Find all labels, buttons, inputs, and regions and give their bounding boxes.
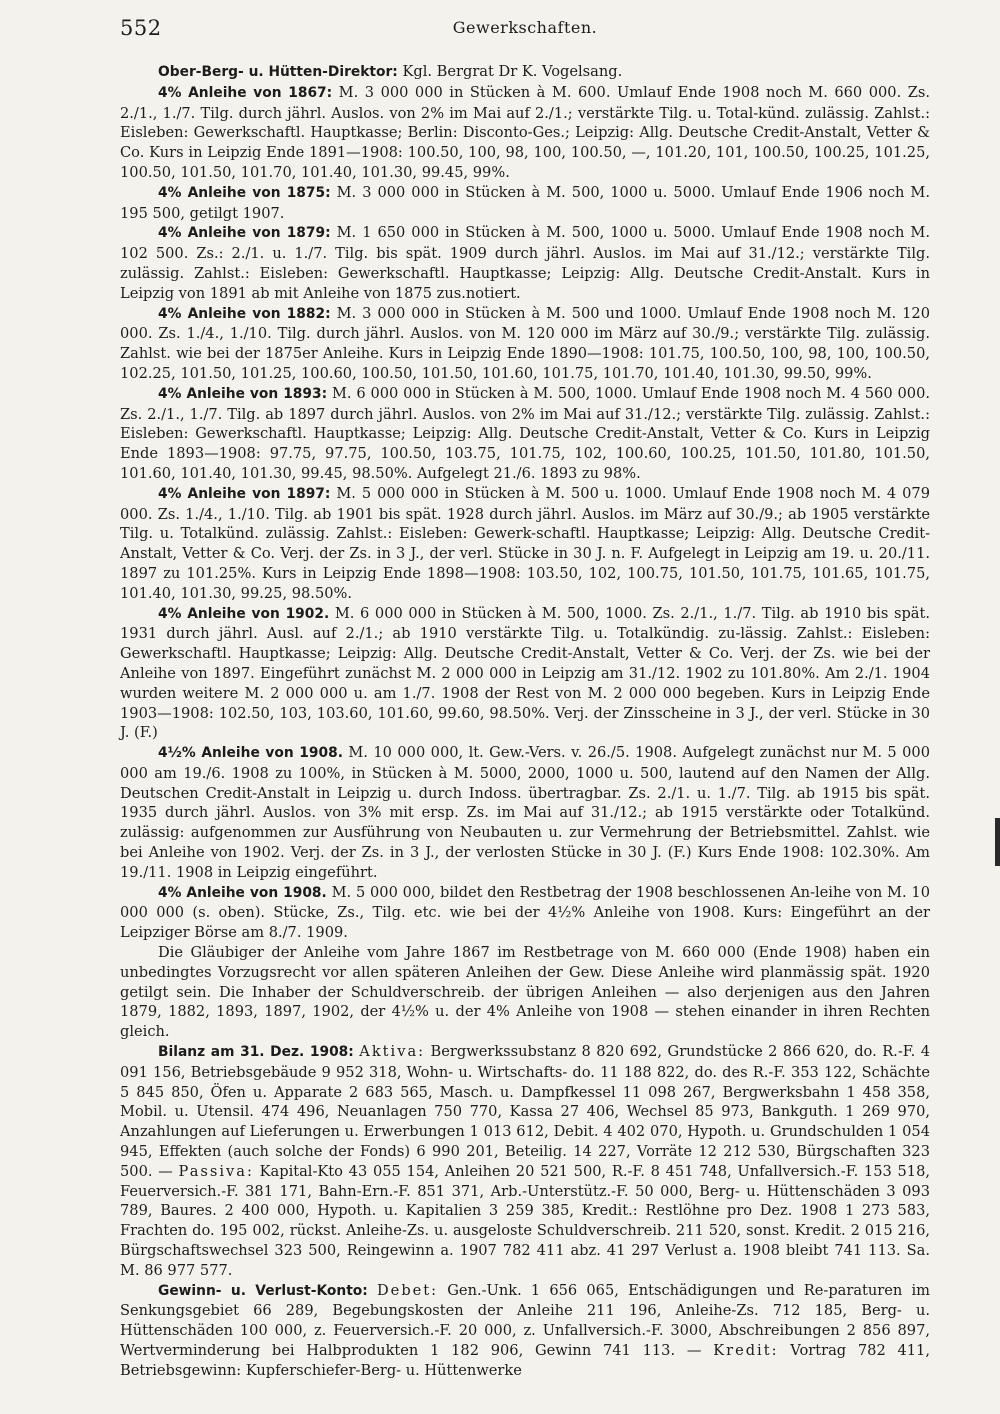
director-text: Kgl. Bergrat Dr K. Vogelsang. xyxy=(397,63,623,80)
profit-loss-paragraph xyxy=(120,1281,930,1381)
loan-text: M. 3 000 000 in Stücken à M. 500, 1000 u. 5000. Umlauf Ende 1906 noch M. 195 500, getilgt 1907. xyxy=(120,183,930,222)
running-title: Gewerkschaften. xyxy=(452,18,598,37)
aktiva-label: Aktiva: xyxy=(359,1043,426,1061)
passiva-label: Passiva: xyxy=(178,1162,254,1180)
page-number: 552 xyxy=(120,16,162,40)
debet-text: Gen.-Unk. 1 656 065, Entschädigungen und Re-paraturen im Senkungsgebiet 66 289, Begebungskosten der Anleihe 211 196, Anleihe-Zs. 712 185, Berg- u. Hüttenschäden 100 000, z. Feuerversich.-F. 20 000, z. Unfallversich.-F. 3000, Abschreibungen 2 856 897, Wertverminderung bei Halbprodukten 1 182 906, Gewinn 741 113. — xyxy=(120,1281,931,1359)
kredit-label: Kredit: xyxy=(713,1342,779,1359)
director-paragraph xyxy=(120,62,930,83)
page-body xyxy=(120,62,930,1381)
loan-text: M. 3 000 000 in Stücken à M. 500 und 1000. Umlauf Ende 1908 noch M. 120 000. Zs. 1./4., 1./10. Tilg. durch jährl. Auslos. von M. 120 000 im März auf 30./9.; verstärkte Tilg. zulässig. Zahlst. wie bei der 1875er Anleihe. Kurs in Leipzig Ende 1890—1908: 101.75, 100.50, 100, 98, 100, 100.50, 102.25, 101.50, 101.25, 100.60, 100.50, 101.50, 101.60, 101.75, 101.70, 101.40, 101.30, 99.50, 99%. xyxy=(120,304,930,382)
kredit-text: Vortrag 782 411, Betriebsgewinn: Kupferschiefer-Berg- u. Hüttenwerke xyxy=(120,1342,930,1379)
loan-pct: 4 xyxy=(158,184,168,201)
loan-title: Anleihe von 1897: xyxy=(187,485,331,502)
loan-text: M. 3 000 000 in Stücken à M. 600. Umlauf Ende 1908 noch M. 660 000. Zs. 2./1., 1./7. Tilg. durch jährl. Auslos. von 2% im Mai auf 2./1.; verstärkte Tilg. u. Total-künd. zulässig. Zahlst.: Eisleben: Gewerkschaftl. Hauptkasse; Berlin: Disconto-Ges.; Leipzig: Allg. Deutsche Credit-Anstalt, Vetter & Co. Kurs in Leipzig Ende 1891—1908: 100.50, 100, 98, 100, 100.50, —, 101.20, 101, 100.50, 100.25, 101.25, 100.50, 101.50, 101.70, 101.40, 101.30, 99.45, 99%. xyxy=(120,83,930,181)
loan-paragraph: 4% Anleihe von 1908. M. 5 000 000, bildet den Restbetrag der 1908 beschlossenen An-leihe von M. 10 000 000 (s. oben). Stücke, Zs., Tilg. etc. wie bei der 4½% Anleihe von 1908. Kurs: Eingeführt an der Leipziger Börse am 8./7. 1909. xyxy=(120,883,930,942)
loan-title: Anleihe von 1908. xyxy=(201,745,343,762)
loan-title: Anleihe von 1875: xyxy=(187,184,331,201)
director-label: Ober-Berg- u. Hütten-Direktor: xyxy=(158,64,398,80)
loan-paragraph: 4% Anleihe von 1882: M. 3 000 000 in Stücken à M. 500 und 1000. Umlauf Ende 1908 noch M. 120 000. Zs. 1./4., 1./10. Tilg. durch jährl. Auslos. von M. 120 000 im März auf 30./9.; verstärkte Tilg. zulässig. Zahlst. wie bei der 1875er Anleihe. Kurs in Leipzig Ende 1890—1908: 101.75, 100.50, 100, 98, 100, 100.50, 102.25, 101.50, 101.25, 100.60, 100.50, 101.50, 101.60, 101.75, 101.70, 101.40, 101.30, 99.50, 99%. xyxy=(120,304,930,382)
loan-paragraph: 4½% Anleihe von 1908. M. 10 000 000, lt. Gew.-Vers. v. 26./5. 1908. Aufgelegt zunächst nur M. 5 000 000 am 19./6. 1908 zu 100%, in Stücken à M. 5000, 2000, 1000 u. 500, lautend auf den Namen der Allg. Deutschen Credit-Anstalt in Leipzig u. durch Indoss. übertragbar. Zs. 2./1. u. 1./7. Tilg. ab 1915 bis spät. 1935 durch jährl. Auslos. von 3% mit ersp. Zs. im Mai auf 31./12.; ab 1915 verstärkte oder Totalkünd. zulässig: aufgenommen zur Ausführung von Neubauten u. zur Vermehrung der Betriebsmittel. Zahlst. wie bei Anleihe von 1902. Verj. der Zs. in 3 J., der verlosten Stücke in 30 J. (F.) Kurs Ende 1908: 102.30%. Am 19./11. 1908 in Leipzig eingeführt. xyxy=(120,744,930,881)
loan-title: Anleihe von 1867: xyxy=(188,84,333,101)
loan-title: Anleihe von 1879: xyxy=(187,225,331,242)
loan-text: M. 6 000 000 in Stücken à M. 500, 1000. Umlauf Ende 1908 noch M. 4 560 000. Zs. 2./1., 1./7. Tilg. ab 1897 durch jährl. Auslos. von 2% im Mai auf 31./12.; verstärkte Tilg. zulässig. Zahlst.: Eisleben: Gewerkschaftl. Hauptkasse; Leipzig: Allg. Deutsche Credit-Anstalt, Vetter & Co. Kurs in Leipzig Ende 1893—1908: 97.75, 97.75, 100.50, 103.75, 101.75, 102, 100.60, 100.25, 101.50, 101.80, 101.50, 101.60, 101.40, 101.30, 99.45, 98.50%. Aufgelegt 21./6. 1893 zu 98%. xyxy=(120,384,930,482)
loan-paragraph: 4% Anleihe von 1897: M. 5 000 000 in Stücken à M. 500 u. 1000. Umlauf Ende 1908 noch M. 4 079 000. Zs. 1./4., 1./10. Tilg. ab 1901 bis spät. 1928 durch jährl. Auslos. im März auf 30./9.; ab 1905 verstärkte Tilg. u. Totalkünd. zulässig. Zahlst.: Eisleben: Gewerk-schaftl. Hauptkasse; Leipzig: Allg. Deutsche Credit-Anstalt, Vetter & Co. Verj. der Zs. in 3 J., der verl. Stücke in 30 J. n. F. Aufgelegt in Leipzig am 19. u. 20./11. 1897 zu 101.25%. Kurs in Leipzig Ende 1898—1908: 103.50, 102, 100.75, 101.50, 101.75, 101.65, 101.75, 101.40, 101.30, 99.25, 98.50%. xyxy=(120,484,930,602)
creditors-paragraph: Die Gläubiger der Anleihe vom Jahre 1867 im Restbetrage von M. 660 000 (Ende 1908) haben ein unbedingtes Vorzugsrecht vor allen späteren Anleihen der Gew. Diese Anleihe wird planmässig spät. 1920 getilgt sein. Die Inhaber der Schuldverschreib. der übrigen Anleihen — also derjenigen aus den Jahren 1879, 1882, 1893, 1897, 1902, der 4½% u. der 4% Anleihe von 1908 — stehen einander in ihren Rechten gleich. xyxy=(120,944,930,1041)
loan-paragraph: 4% Anleihe von 1879: M. 1 650 000 in Stücken à M. 500, 1000 u. 5000. Umlauf Ende 1908 noch M. 102 500. Zs.: 2./1. u. 1./7. Tilg. bis spät. 1909 durch jährl. Auslos. im Mai auf 31./12.; verstärkte Tilg. zulässig. Zahlst.: Eisleben: Gewerkschaftl. Hauptkasse; Leipzig: Allg. Deutsche Credit-Anstalt. Kurs in Leipzig von 1891 ab mit Anleihe von 1875 zus.notiert. xyxy=(120,224,930,302)
loan-pct: 4 xyxy=(158,485,168,502)
balance-title: Bilanz am 31. Dez. 1908: xyxy=(158,1044,354,1061)
profit-loss-title: Gewinn- u. Verlust-Konto: xyxy=(158,1282,368,1299)
aktiva-text: Bergwerkssubstanz 8 820 692, Grundstücke 2 866 620, do. R.-F. 4 091 156, Betriebsgebäude 9 952 318, Wohn- u. Wirtschafts- do. 11 188 822, do. des R.-F. 353 122, Schächte 5 845 850, Öfen u. Apparate 2 683 565, Masch. u. Dampfkessel 11 098 267, Bergwerksbahn 1 458 358, Mobil. u. Utensil. 474 496, Neuanlagen 750 770, Kassa 27 406, Wechsel 85 973, Bankguth. 1 269 970, Anzahlungen auf Lieferungen u. Erwerbungen 1 013 612, Debit. 4 402 070, Hypoth. u. Grundschulden 1 054 945, Effekten (auch solche der Fonds) 6 990 201, Beteilig. 14 227, Vorräte 12 212 530, Bürgschaften 323 500. — xyxy=(120,1043,931,1180)
loan-pct: 4½ xyxy=(158,745,182,762)
balance-paragraph xyxy=(120,1042,930,1281)
loan-pct: 4 xyxy=(158,385,168,402)
loan-paragraph: 4% Anleihe von 1867: M. 3 000 000 in Stücken à M. 600. Umlauf Ende 1908 noch M. 660 000. Zs. 2./1., 1./7. Tilg. durch jährl. Auslos. von 2% im Mai auf 2./1.; verstärkte Tilg. u. Total-künd. zulässig. Zahlst.: Eisleben: Gewerkschaftl. Hauptkasse; Berlin: Disconto-Ges.; Leipzig: Allg. Deutsche Credit-Anstalt, Vetter & Co. Kurs in Leipzig Ende 1891—1908: 100.50, 100, 98, 100, 100.50, —, 101.20, 101, 100.50, 100.25, 101.25, 100.50, 101.50, 101.70, 101.40, 101.30, 99.45, 99%. xyxy=(120,83,930,181)
loan-paragraph: 4% Anleihe von 1875: M. 3 000 000 in Stücken à M. 500, 1000 u. 5000. Umlauf Ende 1906 noch M. 195 500, getilgt 1907. xyxy=(120,183,930,222)
loan-title: Anleihe von 1882: xyxy=(187,305,331,322)
loan-title: Anleihe von 1902. xyxy=(187,605,330,622)
loan-text: M. 5 000 000 in Stücken à M. 500 u. 1000. Umlauf Ende 1908 noch M. 4 079 000. Zs. 1./4., 1./10. Tilg. ab 1901 bis spät. 1928 durch jährl. Auslos. im März auf 30./9.; ab 1905 verstärkte Tilg. u. Totalkünd. zulässig. Zahlst.: Eisleben: Gewerk-schaftl. Hauptkasse; Leipzig: Allg. Deutsche Credit-Anstalt, Vetter & Co. Verj. der Zs. in 3 J., der verl. Stücke in 30 J. n. F. Aufgelegt in Leipzig am 19. u. 20./11. 1897 zu 101.25%. Kurs in Leipzig Ende 1898—1908: 103.50, 102, 100.75, 101.50, 101.75, 101.65, 101.75, 101.40, 101.30, 99.25, 98.50%. xyxy=(120,484,930,602)
loan-text: M. 1 650 000 in Stücken à M. 500, 1000 u. 5000. Umlauf Ende 1908 noch M. 102 500. Zs.: 2./1. u. 1./7. Tilg. bis spät. 1909 durch jährl. Auslos. im Mai auf 31./12.; verstärkte Tilg. zulässig. Zahlst.: Eisleben: Gewerkschaftl. Hauptkasse; Leipzig: Allg. Deutsche Credit-Anstalt. Kurs in Leipzig von 1891 ab mit Anleihe von 1875 zus.notiert. xyxy=(120,224,930,302)
loan-title: Anleihe von 1908. xyxy=(186,884,327,901)
loan-pct: 4 xyxy=(158,884,168,901)
loan-pct: 4 xyxy=(158,305,168,322)
debet-label: Debet: xyxy=(376,1281,439,1299)
scan-edge-mark xyxy=(995,818,1000,866)
passiva-text: Kapital-Kto 43 055 154, Anleihen 20 521 500, R.-F. 8 451 748, Unfallversich.-F. 153 518, Feuerversich.-F. 381 171, Bahn-Ern.-F. 851 371, Arb.-Unterstütz.-F. 50 000, Berg- u. Hüttenschäden 3 093 789, Baures. 2 400 000, Hypoth. u. Kapitalien 3 259 385, Kredit.: Restlöhne pro Dez. 1908 1 273 583, Frachten do. 195 002, rückst. Anleihe-Zs. u. ausgeloste Schuldverschreib. 211 520, sonst. Kredit. 2 015 216, Bürgschaftswechsel 323 500, Reingewinn a. 1907 782 411 abz. 41 297 Verlust a. 1908 bleibt 741 113. Sa. M. 86 977 577. xyxy=(120,1162,930,1279)
loan-pct: 4 xyxy=(158,225,168,242)
loan-paragraph: 4% Anleihe von 1902. M. 6 000 000 in Stücken à M. 500, 1000. Zs. 2./1., 1./7. Tilg. ab 1910 bis spät. 1931 durch jährl. Ausl. auf 2./1.; ab 1910 verstärkte Tilg. u. Totalkündig. zu-lässig. Zahlst.: Eisleben: Gewerkschaftl. Hauptkasse; Leipzig: Allg. Deutsche Credit-Anstalt, Vetter & Co. Verj. der Zs. wie bei der Anleihe von 1897. Eingeführt zunächst M. 2 000 000 in Leipzig am 31./12. 1902 zu 101.80%. Am 2./1. 1904 wurden weitere M. 2 000 000 u. am 1./7. 1908 der Rest von M. 2 000 000 begeben. Kurs in Leipzig Ende 1903—1908: 102.50, 103, 103.60, 101.60, 99.60, 98.50%. Verj. der Zinsscheine in 3 J., der verl. Stücke in 30 J. (F.) xyxy=(120,604,930,742)
loan-text: M. 10 000 000, lt. Gew.-Vers. v. 26./5. 1908. Aufgelegt zunächst nur M. 5 000 000 am 19./6. 1908 zu 100%, in Stücken à M. 5000, 2000, 1000 u. 500, lautend auf den Namen der Allg. Deutschen Credit-Anstalt in Leipzig u. durch Indoss. übertragbar. Zs. 2./1. u. 1./7. Tilg. ab 1915 bis spät. 1935 durch jährl. Auslos. von 3% mit ersp. Zs. im Mai auf 31./12.; ab 1915 verstärkte oder Totalkünd. zulässig: aufgenommen zur Ausführung von Neubauten u. zur Vermehrung der Betriebsmittel. Zahlst. wie bei Anleihe von 1902. Verj. der Zs. in 3 J., der verlosten Stücke in 30 J. (F.) Kurs Ende 1908: 102.30%. Am 19./11. 1908 in Leipzig eingeführt. xyxy=(120,744,930,881)
page-header xyxy=(120,16,930,46)
loan-pct: 4 xyxy=(158,84,168,101)
loan-title: Anleihe von 1893: xyxy=(186,385,328,402)
loan-text: M. 6 000 000 in Stücken à M. 500, 1000. Zs. 2./1., 1./7. Tilg. ab 1910 bis spät. 1931 durch jährl. Ausl. auf 2./1.; ab 1910 verstärkte Tilg. u. Totalkündig. zu-lässig. Zahlst.: Eisleben: Gewerkschaftl. Hauptkasse; Leipzig: Allg. Deutsche Credit-Anstalt, Vetter & Co. Verj. der Zs. wie bei der Anleihe von 1897. Eingeführt zunächst M. 2 000 000 in Leipzig am 31./12. 1902 zu 101.80%. Am 2./1. 1904 wurden weitere M. 2 000 000 u. am 1./7. 1908 der Rest von M. 2 000 000 begeben. Kurs in Leipzig Ende 1903—1908: 102.50, 103, 103.60, 101.60, 99.60, 98.50%. Verj. der Zinsscheine in 3 J., der verl. Stücke in 30 J. (F.) xyxy=(120,604,930,742)
loan-pct: 4 xyxy=(158,605,168,622)
loan-text: M. 5 000 000, bildet den Restbetrag der 1908 beschlossenen An-leihe von M. 10 000 000 (s. oben). Stücke, Zs., Tilg. etc. wie bei der 4½% Anleihe von 1908. Kurs: Eingeführt an der Leipziger Börse am 8./7. 1909. xyxy=(120,883,930,942)
loan-paragraph: 4% Anleihe von 1893: M. 6 000 000 in Stücken à M. 500, 1000. Umlauf Ende 1908 noch M. 4 560 000. Zs. 2./1., 1./7. Tilg. ab 1897 durch jährl. Auslos. von 2% im Mai auf 31./12.; verstärkte Tilg. zulässig. Zahlst.: Eisleben: Gewerkschaftl. Hauptkasse; Leipzig: Allg. Deutsche Credit-Anstalt, Vetter & Co. Kurs in Leipzig Ende 1893—1908: 97.75, 97.75, 100.50, 103.75, 101.75, 102, 100.60, 100.25, 101.50, 101.80, 101.50, 101.60, 101.40, 101.30, 99.45, 98.50%. Aufgelegt 21./6. 1893 zu 98%. xyxy=(120,384,930,482)
